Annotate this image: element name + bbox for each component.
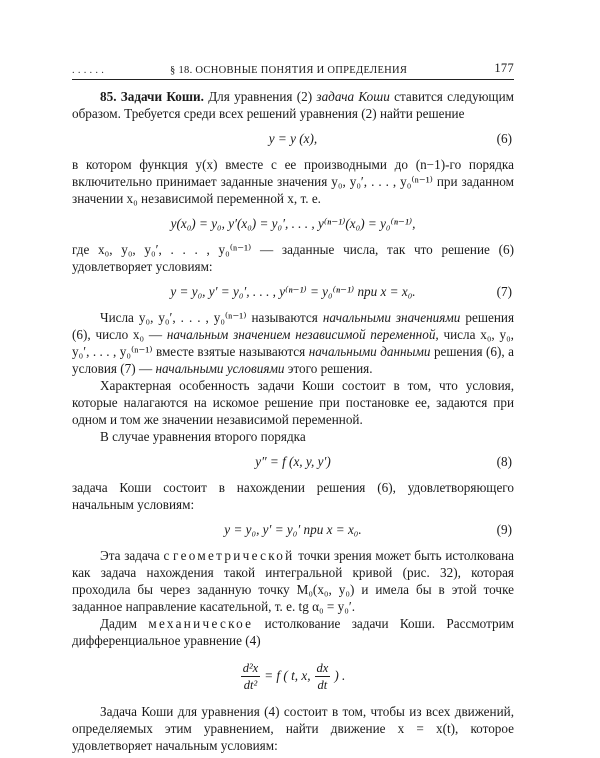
term-initial-conditions: начальными условиями	[155, 361, 285, 376]
term-mechanical: механическое	[148, 616, 254, 631]
equation-4-end: ) .	[334, 668, 346, 683]
equation-7	[72, 281, 514, 303]
header-section-title: § 18. ОСНОВНЫЕ ПОНЯТИЯ И ОПРЕДЕЛЕНИЯ	[170, 65, 408, 76]
text-run: этого решения.	[284, 361, 373, 376]
fraction-numerator: dx	[316, 660, 329, 675]
section-heading: 85. Задачи Коши.	[100, 89, 204, 104]
equation-7-body: y = y₀, y′ = y₀′, . . . , y⁽ⁿ⁻¹⁾ = y₀⁽ⁿ⁻¹⁾ при x = x₀.	[170, 284, 416, 299]
paragraph-cauchy-eq4: Задача Коши для уравнения (4) состоит в том, чтобы из всех движений, определяемых этим уравнением, найти движение x = x(t), которое удовлетворяет начальным условиям:	[72, 704, 514, 753]
term-initial-values: начальными значениями	[322, 310, 461, 325]
fraction-dx-dt	[315, 660, 331, 693]
text-run: ставится следующим образом. Требуется среди всех решений уравнения (2) найти решение	[72, 89, 514, 121]
equation-9	[72, 519, 514, 541]
equation-9-number: (9)	[496, 522, 512, 537]
paragraph-initial-values: в котором функция y(x) вместе с ее производными до (n−1)-го порядка включительно принимает заданные значения y₀, y₀′, . . . , y₀⁽ⁿ⁻¹⁾ при заданном значении x₀ независимой переменной x, т. е.	[72, 157, 514, 206]
equation-9-body: y = y₀, y′ = y₀′ при x = x₀.	[224, 522, 362, 537]
paragraph-second-order: В случае уравнения второго порядка	[100, 429, 306, 444]
header-leader-dots: . . . . . .	[72, 65, 105, 76]
text-run: точки зрения может быть истолкована как задача нахождения такой интегральной кривой (рис. 32), которая проходила бы через заданную точку M₀(x₀, y₀) и имела бы в этой точке заданное направление касательной, т. е. tg α₀ = y₀′.	[72, 548, 514, 614]
equation-4	[72, 653, 514, 699]
equation-initial-values	[72, 213, 514, 235]
paragraph-second-order-conditions: задача Коши состоит в нахождении решения (6), удовлетворяющего начальным условиям:	[72, 480, 514, 512]
paragraph-terminology	[72, 309, 514, 377]
text-run: Для уравнения (2)	[203, 89, 317, 104]
paragraph-cauchy-definition	[72, 88, 514, 122]
text-run: истолкование задачи Коши. Рассмотрим дифференциальное уравнение (4)	[72, 616, 515, 648]
fraction-denominator: dt	[317, 677, 328, 692]
running-header	[72, 62, 514, 78]
term-initial-independent-value: начальным значением независимой переменной,	[166, 327, 439, 342]
fraction-denominator: dt²	[243, 677, 258, 692]
equation-8-body: y″ = f (x, y, y′)	[255, 454, 331, 469]
text-run: Числа y₀, y₀′, . . . , y₀⁽ⁿ⁻¹⁾ называются	[100, 310, 323, 325]
paragraph-geometric-interpretation	[72, 547, 514, 615]
paragraph-given-numbers: где x₀, y₀, y₀′, . . . , y₀⁽ⁿ⁻¹⁾ — заданные числа, так что решение (6) удовлетворяет условиям:	[72, 242, 514, 274]
term-initial-data: начальными данными	[308, 344, 431, 359]
fraction-numerator: d²x	[242, 660, 259, 675]
fraction-d2x-dt2	[241, 660, 261, 693]
page-number: 177	[494, 61, 514, 75]
paragraph-mechanical-interpretation	[72, 615, 514, 649]
page-body	[72, 88, 514, 754]
equation-6	[72, 128, 514, 150]
text-run: решения (6), а условия (7) —	[72, 344, 515, 376]
equation-8-number: (8)	[496, 454, 512, 469]
text-run: решения (6), число x₀ —	[72, 310, 515, 342]
text-run: Эта задача с	[100, 548, 174, 563]
term-geometric: геометрической	[173, 548, 295, 563]
text-run: Дадим	[100, 616, 149, 631]
equation-4-middle: = f ( t, x,	[264, 668, 311, 683]
text-run: числа x₀, y₀, y₀′, . . . , y₀⁽ⁿ⁻¹⁾ вместе взятые называются	[72, 327, 514, 359]
equation-6-number: (6)	[496, 131, 512, 146]
equation-initial-values-body: y(x₀) = y₀, y′(x₀) = y₀′, . . . , y⁽ⁿ⁻¹⁾(x₀) = y₀⁽ⁿ⁻¹⁾,	[170, 216, 416, 231]
equation-8	[72, 451, 514, 473]
paragraph-characteristic-feature: Характерная особенность задачи Коши состоит в том, что условия, которые налагаются на искомое решение при постановке ее, задаются при одном и том же значении независимой переменной.	[72, 378, 514, 427]
term-cauchy-problem: задача Коши	[316, 89, 390, 104]
equation-6-body: y = y (x),	[268, 131, 318, 146]
header-rule	[72, 79, 514, 80]
equation-7-number: (7)	[496, 284, 512, 299]
